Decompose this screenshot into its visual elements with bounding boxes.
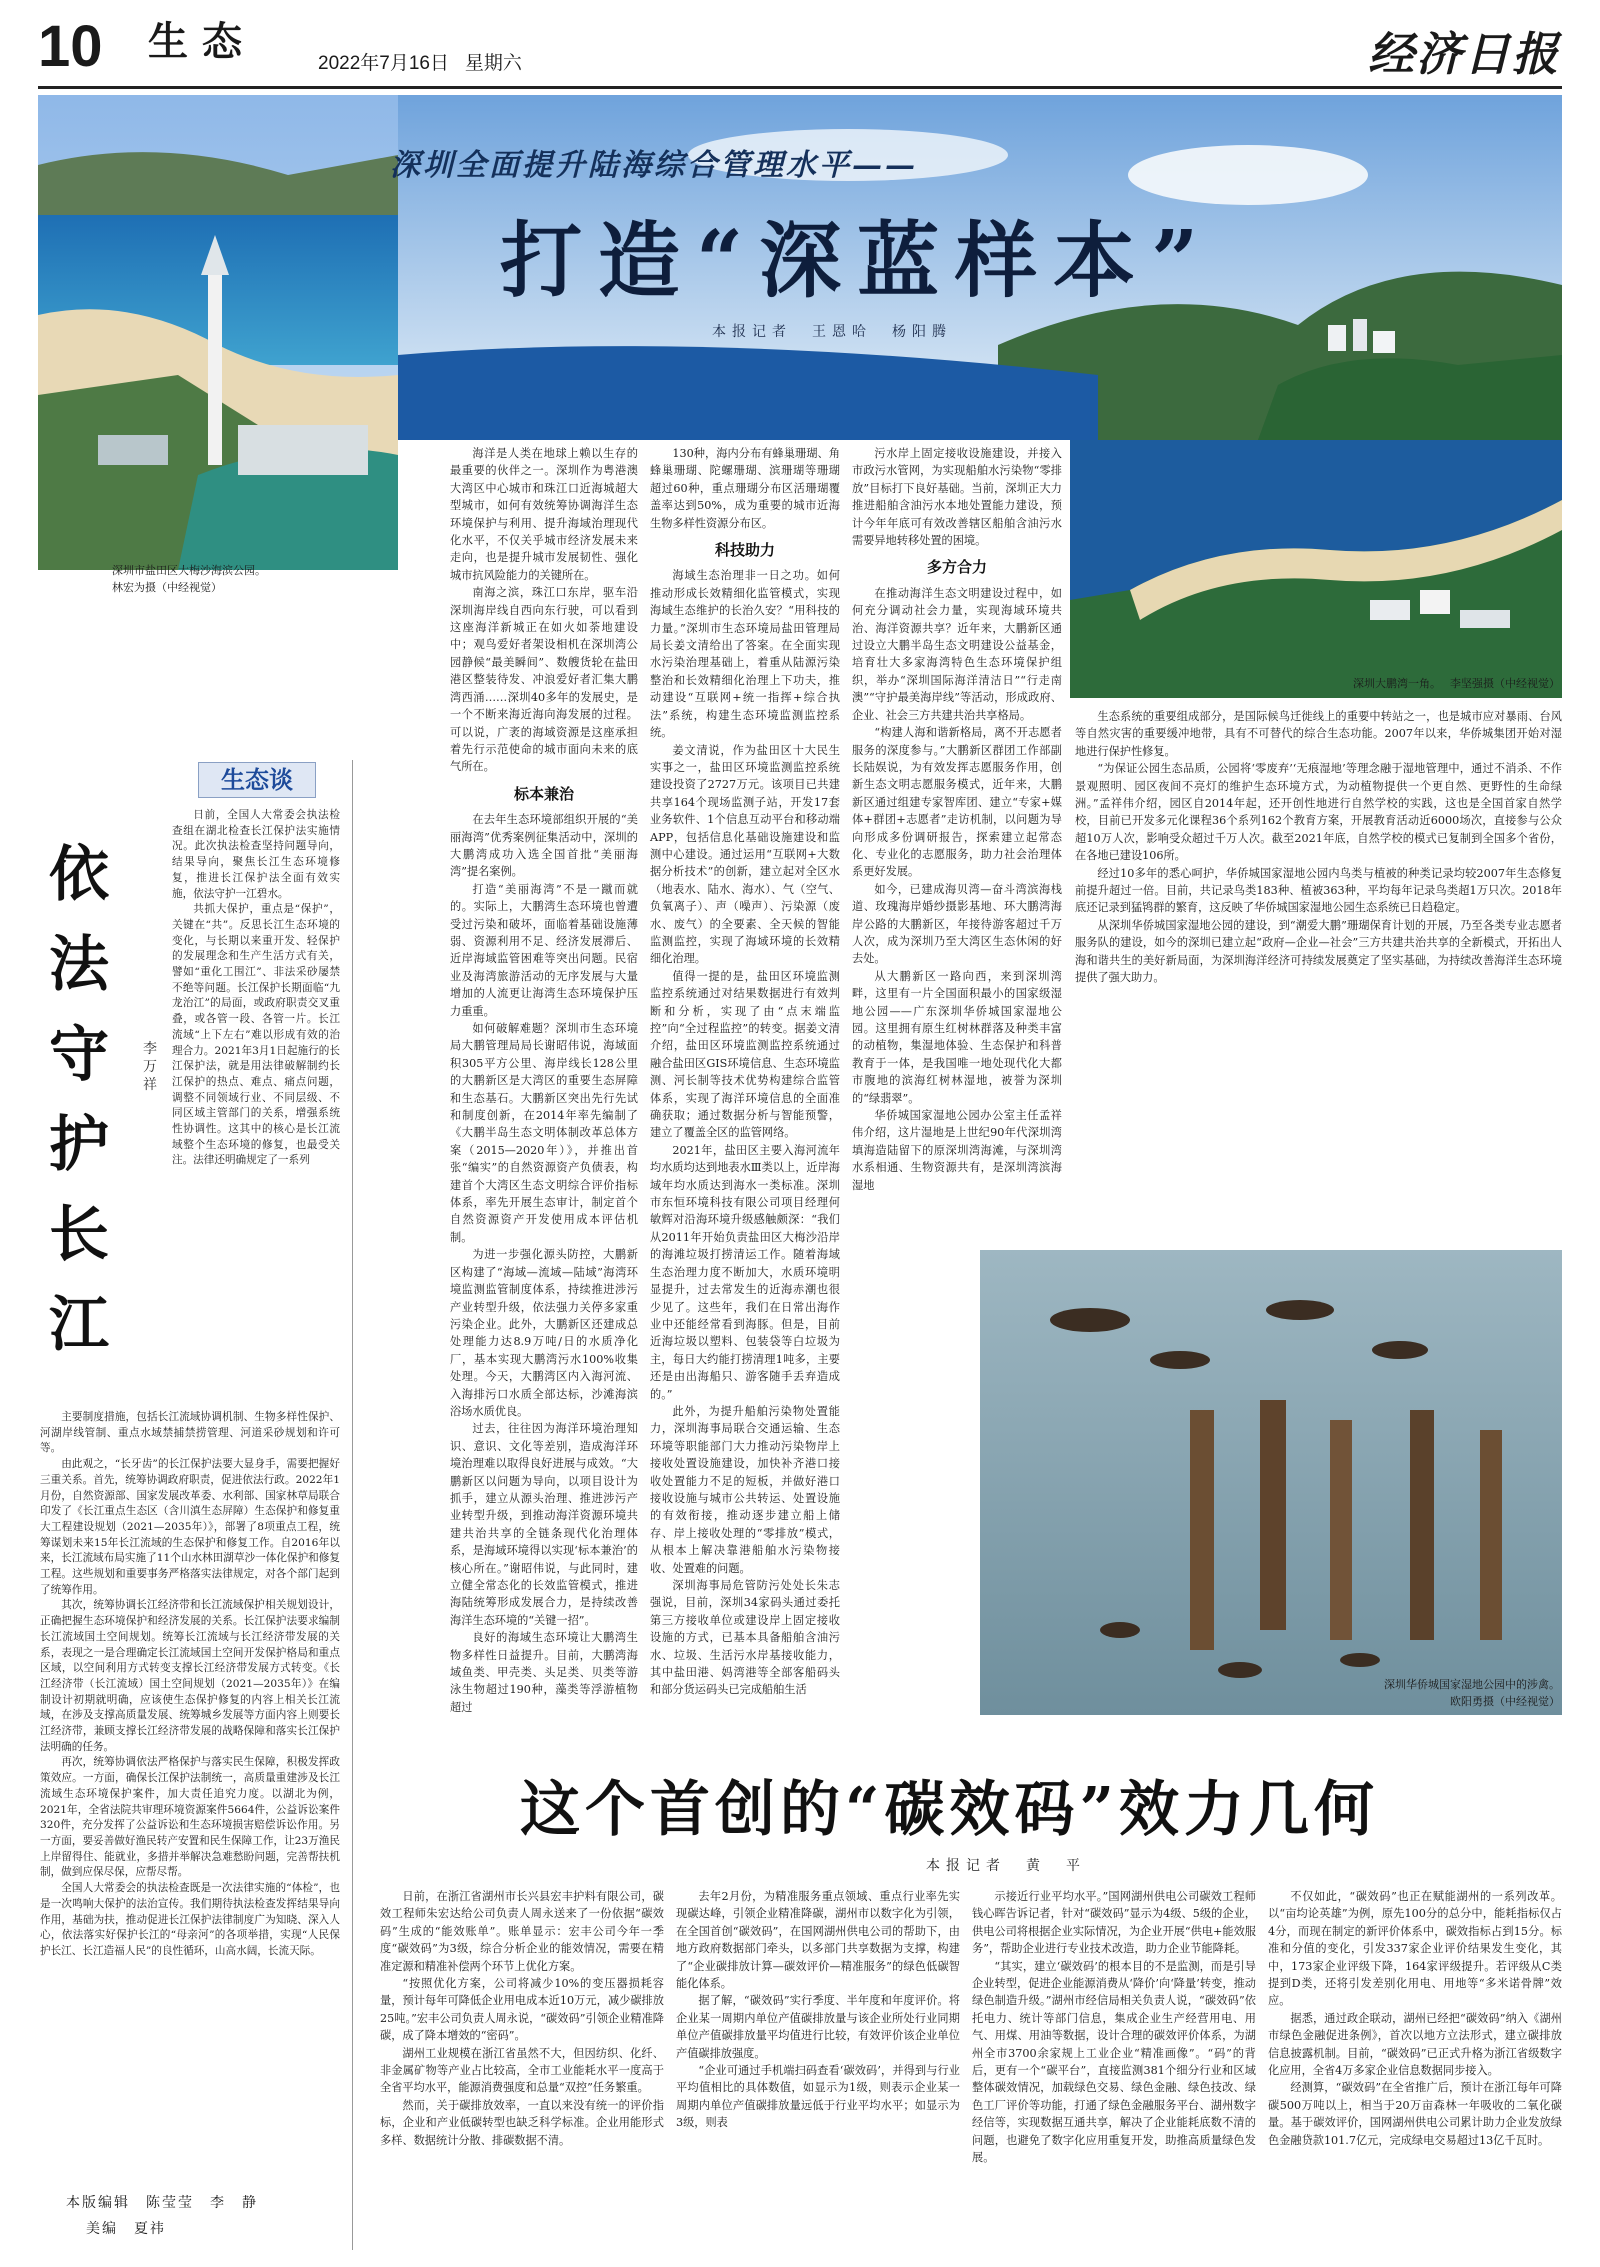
story1-column-2 [650,445,840,1700]
caption-credit: 欧阳勇摄（中经视觉） [1450,1695,1560,1708]
paragraph: “为保证公园生态品质，公园将‘零废弃’‘无痕湿地’等理念融于湿地管理中，通过不消杀、不作景观照明、园区夜间不亮灯的维护生态环境方式，为动植物提供一个更自然、更野性的生命绿洲。”孟祥伟介绍，园区自2014年起，还开创性地进行自然学校的实践，这也是全国首家自然学校，目前已开发多元化课程36个系列162个教育方案，开展教育活动近6000场次，直接参与公众超10万人次，影响受众超过千万人次。截至2021年底，自然学校的模式已复制到全国多个省份，在各地已建设106所。 [1075,762,1562,863]
commentary-author: 李万祥 [143,1041,157,1093]
paragraph: 如何破解难题？深圳市生态环境局大鹏管理局局长谢昭伟说，海域面积305平方公里、海岸线长128公里的大鹏新区是大湾区的重要生态屏障和生态基石。大鹏新区突出先行先试和制度创新，在2014年率先编制了《大鹏半岛生态文明体制改革总体方案（2015—2020年）》，并推出首张“编实”的自然资源资产负债表，构建首个大湾区生态文明综合评价指标体系，率先开展生态审计，制定首个自然资源资产开发使用成本评估机制。 [450,1022,638,1244]
paragraph: 据悉，通过政企联动，湖州已经把“碳效码”纳入《湖州市绿色金融促进条例》，首次以地方立法形式，建立碳排放信息披露机制。目前，“碳效码”已正式升格为浙江省级数字化应用，全省4万多家企业信息数据同步接入。 [1268,2011,1562,2078]
paragraph: 此外，为提升船舶污染物处置能力，深圳海事局联合交通运输、生态环境等职能部门大力推动污染物岸上接收处置设施建设，加快补齐港口接收处置能力不足的短板，并做好港口接收设施与城市公共转运、处置设施的有效衔接，推动逐步建立船上储存、岸上接收处理的“零排放”模式，从根本上解决靠港船舶水污染物接收、处置难的问题。 [650,1404,840,1575]
story1-byline: 本报记者 王恩哈 杨阳腾 [712,324,952,340]
subhead-technology: 科技助力 [714,541,775,560]
subhead-joint-effort: 多方合力 [926,558,987,577]
dapeng-bay-image [1070,440,1562,698]
paragraph: 然而，关于碳排放效率，一直以来没有统一的评价指标，企业和产业低碳转型也缺乏科学标准。企业用能形式多样、数据统计分散、排碳数据不清。 [380,2098,664,2147]
paragraph: 打造“美丽海湾”不是一蹴而就的。实际上，大鹏湾生态环境也曾遭受过污染和破坏，面临着基础设施薄弱、资源利用不足、经济发展滞后、近岸海域监管困难等突出问题。民宿业及海湾旅游活动的无序发展与大量增加的人流更让海湾生态环境保护压力重重。 [450,882,638,1018]
paragraph: 生态系统的重要组成部分，是国际候鸟迁徙线上的重要中转站之一，也是城市应对暴雨、台风等自然灾害的重要缓冲地带，具有不可替代的综合生态功能。2007年以来，华侨城集团开始对湿地进行保护性修复。 [1075,710,1562,758]
caption-credit: 林宏为摄（中经视觉） [112,581,222,594]
story2-headline: 这个首创的“碳效码”效力几何 [520,1775,1380,1845]
paragraph: “构建人海和谐新格局，离不开志愿者服务的深度参与。”大鹏新区群团工作部副长陆娱说，为有效发挥志愿服务作用，创新生态文明志愿服务模式，近年来，大鹏新区通过组建专家智库团、建立“专家+媒体+群团+志愿者”走访机制，以问题为导向形成多份调研报告，探索建立起常态化、专业化的志愿服务，助力社会治理体系更好发展。 [852,726,1062,879]
commentary-lower [40,1410,340,2170]
paragraph: 污水岸上固定接收设施建设，并接入市政污水管网，为实现船舶水污染物“零排放”目标打下良好基础。当前，深圳正大力推进船舶含油污水本地处置能力建设，预计今年年底可有效改善辖区船舶含油污水需要异地转移处置的困境。 [852,447,1062,548]
subhead-root-cause: 标本兼治 [513,784,574,803]
paragraph: 从深圳华侨城国家湿地公园的建设，到“潮爱大鹏”珊瑚保育计划的开展，乃至各类专业志愿者服务队的建设，如今的深圳已建立起“政府—企业—社会”三方共建共治共享的全新模式，开拓出人海和谐共生的美好新局面，为深圳海洋经济可持续发展奠定了坚实基础，为持续改善海洋生态环境提供了强大助力。 [1075,918,1562,985]
masthead-rule [38,86,1562,89]
paragraph: 海洋是人类在地球上赖以生存的最重要的伙伴之一。深圳作为粤港澳大湾区中心城市和珠江口近海城超大型城市，如何有效统筹协调海洋生态环境保护与利用、提升海域治理现代化水平，不仅关乎城市经济发展未来走向，也是提升城市发展韧性、强化城市抗风险能力的关键所在。 [450,447,638,582]
story1-column-1 [450,445,638,1714]
paragraph: 为进一步强化源头防控，大鹏新区构建了“海域—流域—陆域”海湾环境监测监管制度体系，持续推进涉污产业转型升级，依法强力关停多家重污染企业。此外，大鹏新区还建成总处理能力达8.9万吨/日的水质净化厂，基本实现大鹏湾污水100%收集处理。今天，大鹏湾区内入海河流、入海排污口水质全部达标，沙滩海滨浴场水质优良。 [450,1248,638,1418]
paragraph: 日前，在浙江省湖州市长兴县宏丰护料有限公司，碳效工程师朱宏达给公司负责人周永送来了一份依据“碳效码”生成的“能效账单”。账单显示：宏丰公司今年一季度“碳效码”为3级，综合分析企业的能效情况，需要在精准定源和精准补偿两个环节上优化方案。 [380,1890,664,1973]
paragraph: 海域生态治理非一日之功。如何推动形成长效精细化监管模式，实现海域生态维护的长治久安？“用科技的力量。”深圳市生态环境局盐田管理局局长姜文清给出了答案。在全面实现水污染治理基础上，着重从陆源污染整治和长效精细化治理上下功夫，推动建设“互联网+统一指挥+综合执法”系统，构建生态环境监测监控系统。 [650,569,840,740]
paragraph: 2021年，盐田区主要入海河流年均水质均达到地表水Ⅲ类以上，近岸海域年均水质达到海水一类标准。深圳市东恒环境科技有限公司项目经理何敏辉对沿海环境升级感触颇深：“我们从2011年开始负责盐田区大梅沙沿岸的海滩垃圾打捞清运工作。随着海域生态治理力度不断加大，水质环境明显提升，过去常发生的近海赤潮也很少见了。这些年，我们在日常出海作业中还能经常看到海豚。但是，目前近海垃圾以塑料、包装袋等白垃圾为主，每日大约能打捞清理1吨多，主要还是由出海船只、游客随手丢弃造成的。” [650,1143,840,1401]
paragraph: 经过10多年的悉心呵护，华侨城国家湿地公园内鸟类与植被的种类记录均较2007年生态修复前提升超过一倍。目前，共记录鸟类183种、植被363种，平均每年记录鸟类超1万只次。2018年底还记录到猛鸨群的繁育，这反映了华侨城国家湿地公园生态系统已日趋稳定。 [1075,866,1562,915]
paragraph: 共抓大保护，重点是“保护”，关键在“共”。反思长江生态环境的变化，与长期以来重开发、轻保护的发展理念和生产生活方式有关，譬如“重化工围江”、非法采砂屡禁不绝等问题。长江保护长期面临“九龙治江”的局面，或政府职责交叉重叠，或各管一段、各管一片。长江流域“上下左右”难以形成有效的治理合力。2021年3月1日起施行的长江保护法，就是用法律破解制约长江保护的热点、难点、痛点问题，调整不同领域行业、不同层级、不同区域主管部门的关系，增强系统性协调性。这其中的核心是长江流域整个生态环境的修复，也最受关注。法律还明确规定了一系列 [172,903,340,1167]
caption-credit: 李坚强摄（中经视觉） [1450,677,1560,690]
issue-date: 2022年7月16日 [318,53,449,74]
story2-column-3 [972,1888,1256,2260]
paragraph: 在推动海洋生态文明建设过程中，如何充分调动社会力量，实现海域环境共治、海洋资源共享？近年来，大鹏新区通过设立大鹏半岛生态文明建设公益基金，培育壮大多家海湾特色生态环境保护组织，举办“深圳国际海洋清洁日”“行走南澳”“守护最美海岸线”等活动，形成政府、企业、社会三方共建共治共享格局。 [852,586,1062,722]
section-title: 生态 [148,18,256,65]
paragraph: 不仅如此，“碳效码”也正在赋能湖州的一系列改革。以“亩均论英雄”为例，原先100分的总分中，能耗指标仅占4分，而现在制定的新评价体系中，碳效指标占到15分。标准和分值的变化，引发337家企业评价结果发生变化，其中，173家企业评级下降，164家评级提升。若评级从C类提到D类，还将引发差别化用电、用地等“多米诺骨牌”效应。 [1268,1890,1562,2008]
caption-wetland [1320,1676,1560,1710]
page-number: 10 [38,14,103,79]
story1-headline: 打造“深蓝样本” [500,213,1215,309]
paragraph: 再次，统筹协调依法严格保护与落实民生保障，积极发挥政策效应。一方面，确保长江保护法制统一，高质量重建涉及长江流域生态环境保护案件，加大责任追究力度。以湖北为例，2021年，全省法院共审理环境资源案件5664件，公益诉讼案件320件，充分发挥了公益诉讼和生态环境损害赔偿诉讼作用。另一方面，要妥善做好渔民转产安置和民生保障工作，让23万渔民上岸留得住、能就业，多措并举解决急难愁盼问题，完善帮扶机制，做到应保尽保，应帮尽帮。 [40,1756,340,1879]
paragraph: 值得一提的是，盐田区环境监测监控系统通过对结果数据进行有效判断和分析，实现了由“点末端监控”向“全过程监控”的转变。据姜文清介绍，盐田区环境监测监控系统通过融合盐田区GIS环境信息、生态环境监测、河长制等技术优势构建综合监管体系，实现了海洋环境信息的全面准确获取；通过数据分析与智能预警，建立了覆盖全区的监管网络。 [650,969,840,1140]
story2-column-1 [380,1888,664,2260]
commentary-tag: 生态谈 [198,762,316,798]
paragraph: 日前，全国人大常委会执法检查组在湖北检查长江保护法实施情况。此次执法检查坚持问题导向，结果导向，聚焦长江生态环境修复，推进长江保护法全面有效实施，依法守护一江碧水。 [172,809,340,900]
paragraph: 过去，往往因为海洋环境治理知识、意识、文化等差别，造成海洋环境治理难以取得良好进展与成效。“大鹏新区以问题为导向，以项目设计为抓手，建立从源头治理、推进涉污产业转型升级，到推动海洋资源环境共建共治共享的全链条现代化治理体系，是海域环境得以实现‘标本兼治’的核心所在。”谢昭伟说，与此同时，建立健全常态化的长效监管模式，推进海陆统筹形成发展合力，是持续改善海洋生态环境的“关键一招”。 [450,1422,638,1627]
story1-column-3 [852,445,1062,1250]
paragraph: 如今，已建成海贝湾—奋斗湾滨海栈道、玫瑰海岸婚纱摄影基地、环大鹏湾海岸公路的大鹏新区，年接待游客超过千万人次，成为深圳乃至大湾区生态休闲的好去处。 [852,882,1062,966]
paragraph: 良好的海域生态环境让大鹏湾生物多样性日益提升。目前，大鹏湾海域鱼类、甲壳类、头足类、贝类等游泳生物超过190种，藻类等浮游植物超过 [450,1631,638,1714]
paragraph: 主要制度措施，包括长江流域协调机制、生物多样性保护、河湖岸线管制、重点水域禁捕禁捞管理、河道采砂规划和许可等。 [40,1411,340,1455]
paragraph: 姜文清说，作为盐田区十大民生实事之一，盐田区环境监测监控系统建设投资了2727万元。该项目已共建共享164个现场监测子站，开发17套业务软件、1个信息互动平台和移动端APP，包括信息化基础设施建设和监测中心建设。通过运用“互联网+大数据分析技术”的创新，建立起对全区水（地表水、陆水、海水）、气（空气、负氧离子）、声（噪声）、污染源（废水、废气）的全要素、全天候的智能监测监控，实现了海域环境的长效精细化治理。 [650,743,840,966]
paragraph: “企业可通过手机端扫码查看‘碳效码’，并得到与行业平均值相比的具体数值，如显示为1级，则表示企业某一周期内单位产值碳排放量远低于行业平均水平；如显示为3级，则表 [676,2064,960,2130]
paragraph: 去年2月份，为精准服务重点领域、重点行业率先实现碳达峰，引领企业精准降碳，湖州市以数字化为引领，在全国首创“碳效码”，在国网湖州供电公司的帮助下，由地方政府数据部门牵头，以多部门共享数据为支撑，构建了“企业碳排放计算—碳效评价—精准服务”的绿色低碳智能化体系。 [676,1890,960,1991]
paragraph: “其实，建立‘碳效码’的根本目的不是监测，而是引导企业转型，促进企业能源消费从‘降价’向‘降量’转变，推动绿色制造升级。”湖州市经信局相关负责人说，“碳效码”依托电力、统计等部门信息，集成企业生产经营用电、用气、用煤、用油等数据，设计合理的碳效评价体系，为湖州全市3700余家规上工业企业“精准画像”。“码”的背后，更有一个“碳平台”，直接监测381个细分行业和区域整体碳效情况，加载绿色交易、绿色金融、绿色技改、绿色工厂评价等功能，打通了绿色金融服务平台、湖州数字经信等，实现数据互通共享，解决了企业能耗底数不清的问题，也避免了数字化应用重复开发，助推高质量绿色发展。 [972,1959,1256,2165]
masthead-logo: 经济日报 [1368,27,1560,81]
paragraph: 经测算，“碳效码”在全省推广后，预计在浙江每年可降碳500万吨以上，相当于20万亩森林一年吸收的二氧化碳量。基于碳效评价，国网湖州供电公司累计助力企业发放绿色金融贷款101.7亿元，完成绿电交易超过13亿千瓦时。 [1268,2081,1562,2147]
story1-column-4 [1075,708,1562,1248]
paragraph: “按照优化方案，公司将减少10%的变压器损耗容量，预计每年可降低企业用电成本近10万元，减少碳排放25吨。”宏丰公司负责人周永说，“碳效码”引领企业精准降碳，成了降本增效的“密码”。 [380,1977,664,2043]
caption-text: 深圳华侨城国家湿地公园中的涉禽。 [1384,1678,1560,1691]
caption-meishan-park [112,562,292,596]
editors-line: 本版编辑 陈莹莹 李 静 [66,2195,258,2211]
paragraph: 示接近行业平均水平。”国网湖州供电公司碳效工程师钱心晖告诉记者，针对“碳效码”显示为4级、5级的企业，供电公司将根据企业实际情况，为企业开展“供电+能效服务”，帮助企业进行专业技术改造，助力企业节能降耗。 [972,1890,1256,1956]
story2-column-2 [676,1888,960,2260]
wetland-birds-image [980,1250,1562,1715]
caption-dapeng-bay [1290,675,1560,692]
story2-byline: 本报记者 黄 平 [926,1858,1086,1874]
paragraph: 全国人大常委会的执法检查既是一次法律实施的“体检”，也是一次鸣响大保护的法治宣传。我们期待执法检查发挥结果导向作用，基础为扶，推动促进长江保护法律制度广为知晓、深入人心，依法落实好保护长江的“母亲河”的各项举措，实现“人民保护长江、长江造福人民”的良性循环，山高水阔，长流天际。 [40,1882,340,1957]
story1-kicker: 深圳全面提升陆海综合管理水平—— [390,148,918,183]
caption-text: 深圳大鹏湾一角。 [1353,677,1436,690]
issue-weekday: 星期六 [464,53,522,74]
paragraph: 据了解，“碳效码”实行季度、半年度和年度评价。将企业某一周期内单位产值碳排放量与该企业所处行业同期单位产值碳排放量平均值进行比较，有效评价该企业单位产值碳排放强度。 [676,1994,960,2060]
page-editors [66,2190,336,2242]
story2-column-4 [1268,1888,1562,2260]
hero-coastline-image [38,95,398,570]
paragraph: 从大鹏新区一路向西，来到深圳湾畔，这里有一片全国面积最小的国家级湿地公园——广东深圳华侨城国家湿地公园。这里拥有原生红树林群落及种类丰富的动植物，集湿地体验、生态保护和科普教育于一体，是我国唯一地处现代化大都市腹地的滨海红树林湿地，被誉为深圳的“绿翡翠”。 [852,969,1062,1105]
commentary-upper [172,808,340,1408]
paragraph: 由此观之，“长牙齿”的长江保护法要大显身手，需要把握好三重关系。首先，统筹协调政府职责，促进依法行政。2022年1月份，自然资源部、国家发展改革委、水利部、国家林草局联合印发了《长江重点生态区（含川滇生态屏障）生态保护和修复重大工程建设规划（2021—2035年）》，部署了8项重点工程，统筹谋划未来15年长江流域的生态保护和修复工作。自2016年以来，长江流域布局实施了11个山水林田湖草沙一体化保护和修复工程。这些规划和重要事务严格落实法律规定，对各个部门起到了统筹作用。 [40,1458,340,1596]
caption-text: 深圳市盐田区大梅沙海滨公园。 [112,564,266,577]
paragraph: 深圳海事局危管防污处处长朱志强说，目前，深圳34家码头通过委托第三方接收单位或建设岸上固定接收设施的方式，已基本具备船舶含油污水、垃圾、生活污水岸基接收能力，其中盐田港、妈湾港等全部客船码头和部分货运码头已完成船舶生活 [650,1579,840,1697]
paragraph: 华侨城国家湿地公园办公室主任孟祥伟介绍，这片湿地是上世纪90年代深圳湾填海造陆留下的原深圳湾海滩，与深圳湾水系相通、生物资源共有，是深圳湾滨海湿地 [852,1109,1062,1192]
art-editor-line: 美编 夏祎 [86,2221,166,2237]
paragraph: 在去年生态环境部组织开展的“美丽海湾”优秀案例征集活动中，深圳的大鹏湾成功入选全国首批“美丽海湾”提名案例。 [450,813,638,879]
paragraph: 南海之滨，珠江口东岸，驱车沿深圳海岸线自西向东行驶，可以看到这座海洋新城正在如火如荼地建设中；观鸟爱好者架设相机在深圳湾公园静候“最美瞬间”、数艘货轮在盐田港区整装待发、冲浪爱好者汇集大鹏湾西涌……深圳40多年的发展史，是一个不断来海近海向海发展的过程。可以说，广袤的海域资源是这座承担着先行示范使命的城市面向未来的底气所在。 [450,586,638,774]
paragraph: 湖州工业规模在浙江省虽然不大，但因纺织、化纤、非金属矿物等产业占比较高，全市工业能耗水平一度高于全省平均水平，能源消费强度和总量“双控”任务繁重。 [380,2046,664,2095]
paragraph: 其次，统筹协调长江经济带和长江流域保护相关规划设计，正确把握生态环境保护和经济发展的关系。长江保护法要求编制长江流域国土空间规划。统筹长江流域与长江经济带发展的关系，表现之一是合理确定长江流域国土空间开发保护格局和重点区域，以空间利用方式转变支撑长江经济带发展方式转变。《长江经济带（长江流域）国土空间规划（2021—2035年）》在编制设计初期就明确，应该使生态保护修复的内容上相关长江流域，在涉及支撑高质量发展、统筹城乡发展等方面内容上则要长江经济带，兼顾支撑长江经济带发展的战略保障和落实长江保护法明确的任务。 [40,1599,340,1753]
paragraph: 130种，海内分布有蜂巢珊瑚、角蜂巢珊瑚、陀螺珊瑚、滨珊瑚等珊瑚超过60种，重点珊瑚分布区活珊瑚覆盖率达到50%，成为重要的城市近海生物多样性资源分布区。 [650,447,840,530]
dateline [318,48,522,75]
column-divider [352,760,353,2250]
commentary-title: 依法守护长江 [49,840,109,1360]
